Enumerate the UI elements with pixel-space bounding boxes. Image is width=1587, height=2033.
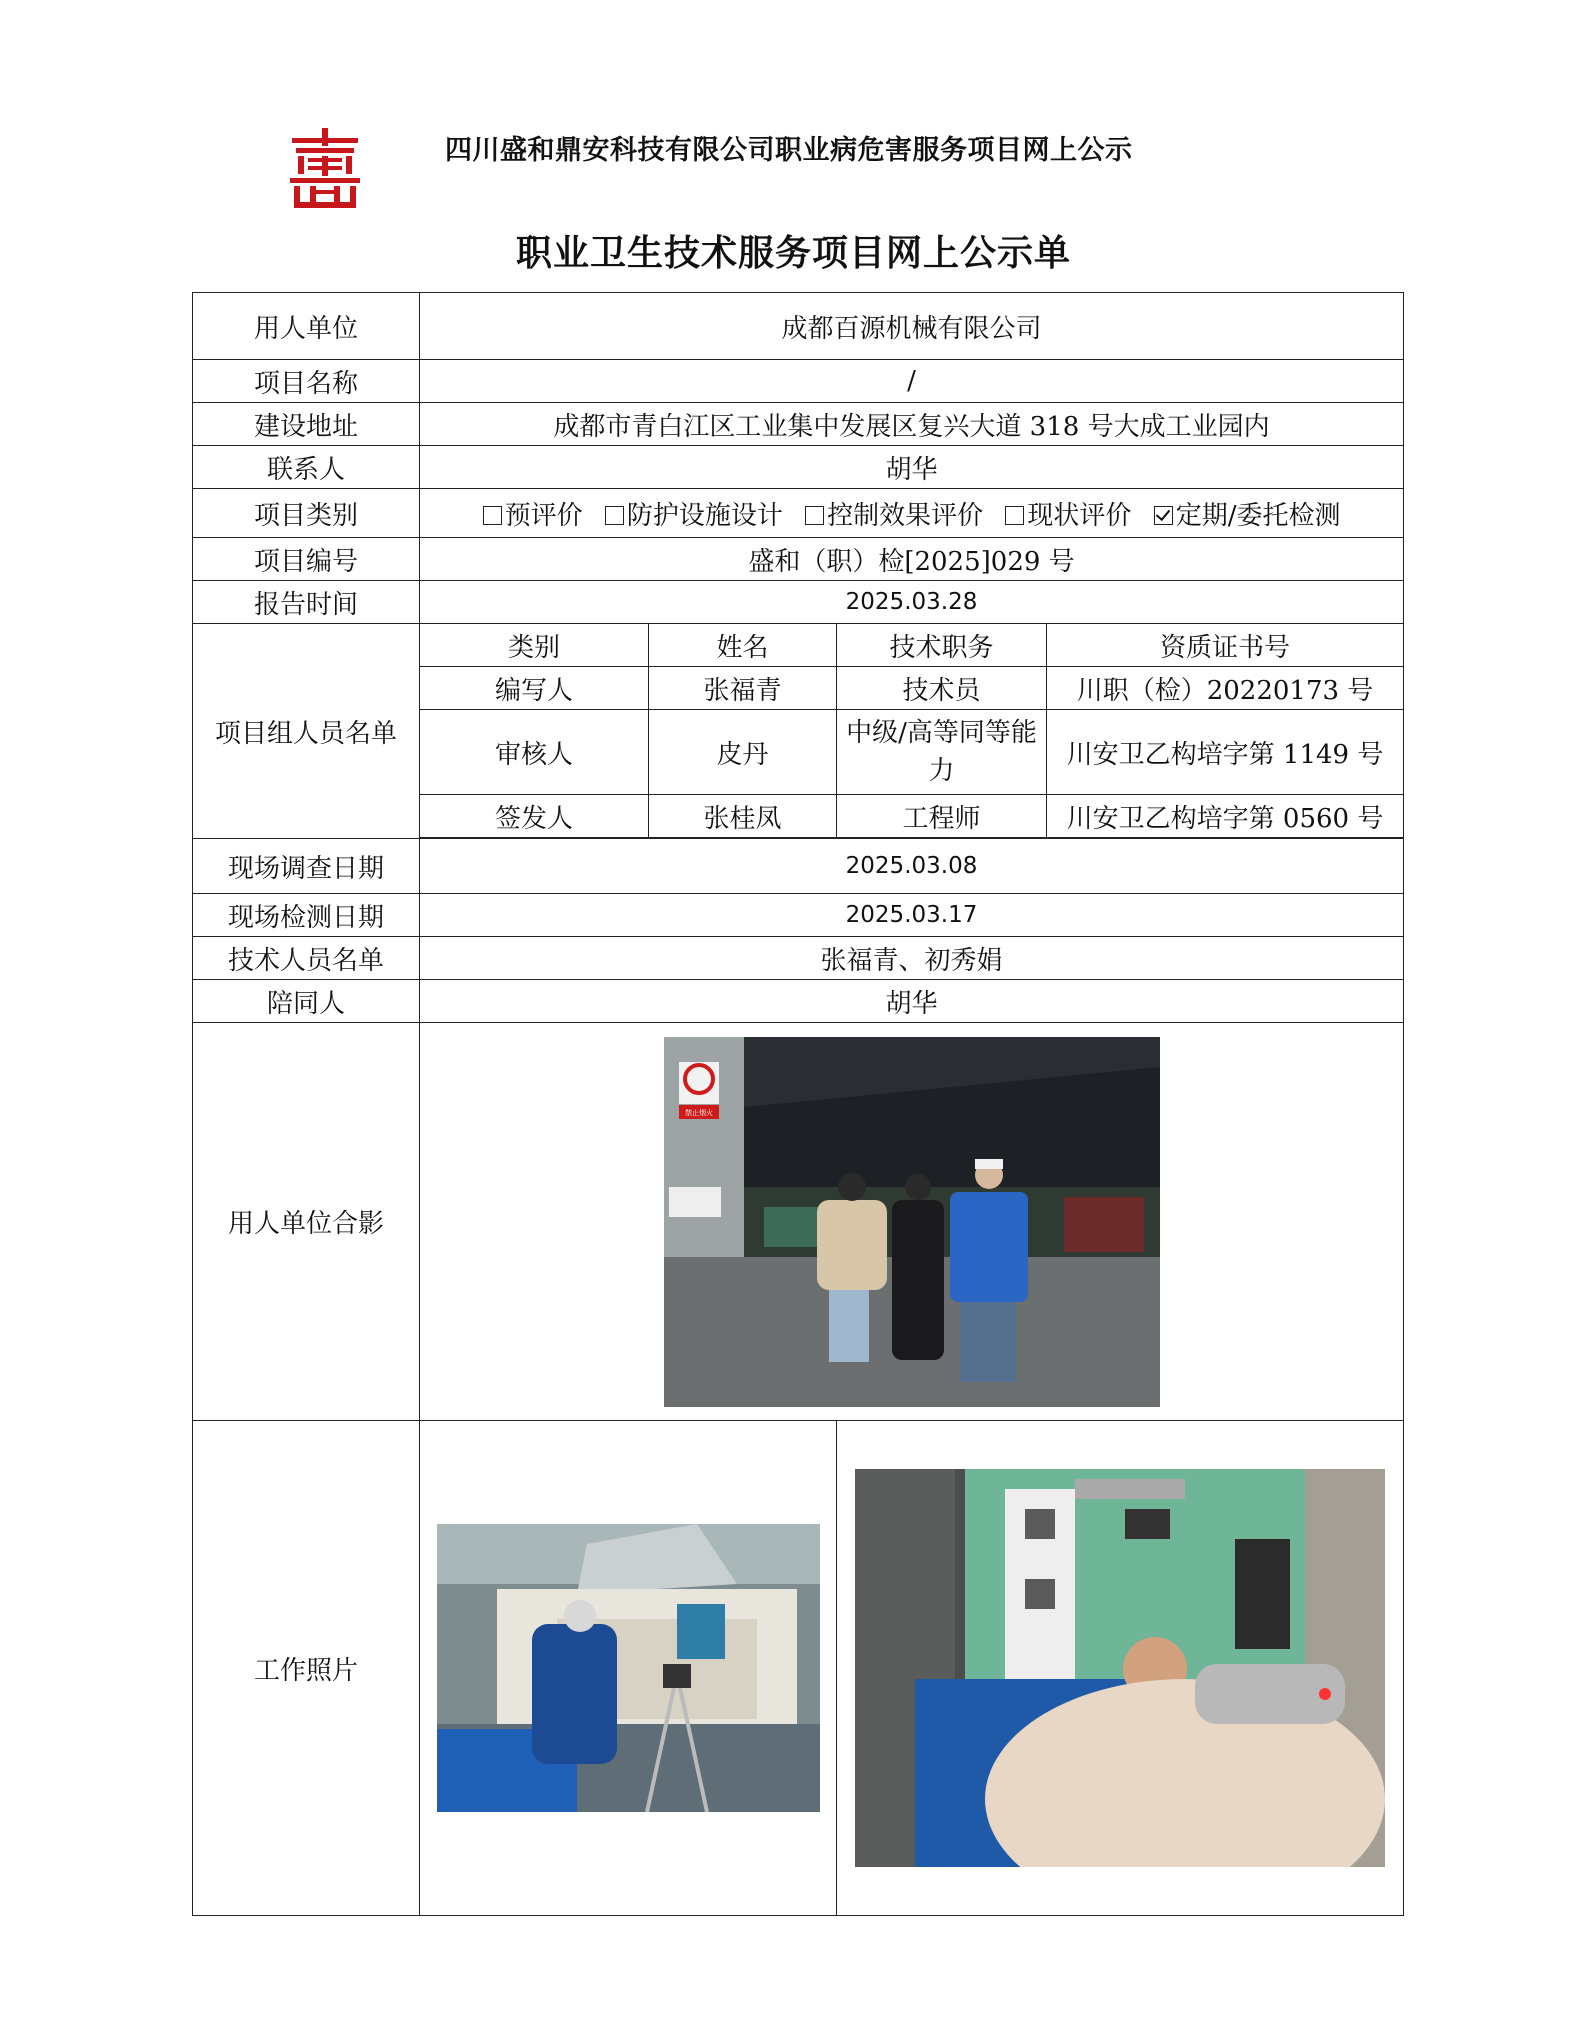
team-header-cell: 技术职务 bbox=[837, 624, 1047, 667]
row-report-time bbox=[193, 581, 1404, 624]
company-logo bbox=[286, 128, 364, 208]
project-name-label: 项目名称 bbox=[193, 360, 420, 403]
row-test-date bbox=[193, 894, 1404, 937]
escort-label: 陪同人 bbox=[193, 980, 420, 1023]
contact-label: 联系人 bbox=[193, 446, 420, 489]
team-cert: 川安卫乙构培字第 0560 号 bbox=[1047, 795, 1404, 838]
escort-value: 胡华 bbox=[420, 980, 1404, 1023]
employer-value: 成都百源机械有限公司 bbox=[420, 293, 1404, 360]
team-header-cell: 姓名 bbox=[649, 624, 837, 667]
team-cert: 川职（检）20220173 号 bbox=[1047, 667, 1404, 710]
team-role: 编写人 bbox=[420, 667, 649, 710]
row-survey-date bbox=[193, 839, 1404, 894]
category-option-control-eval[interactable]: 控制效果评价 bbox=[805, 501, 983, 531]
team-header-row bbox=[193, 624, 1404, 667]
address-value: 成都市青白江区工业集中发展区复兴大道 318 号大成工业园内 bbox=[420, 403, 1404, 446]
row-project-no bbox=[193, 538, 1404, 581]
employer-label: 用人单位 bbox=[193, 293, 420, 360]
work-photo-cell-right bbox=[837, 1421, 1404, 1916]
checkbox-icon[interactable] bbox=[483, 506, 502, 525]
row-contact bbox=[193, 446, 1404, 489]
team-name: 张桂凤 bbox=[649, 795, 837, 838]
report-time-label: 报告时间 bbox=[193, 581, 420, 624]
category-option-protection-design[interactable]: 防护设施设计 bbox=[605, 501, 783, 531]
project-name-value: / bbox=[420, 360, 1404, 403]
test-date-value: 2025.03.17 bbox=[420, 894, 1404, 937]
team-title: 技术员 bbox=[837, 667, 1047, 710]
work-photo-cell-left bbox=[420, 1421, 837, 1916]
checked-checkbox-icon[interactable] bbox=[1154, 506, 1173, 525]
group-photo-label: 用人单位合影 bbox=[193, 1023, 420, 1421]
category-label: 项目类别 bbox=[193, 489, 420, 538]
checkbox-icon[interactable] bbox=[1005, 506, 1024, 525]
row-address bbox=[193, 403, 1404, 446]
survey-date-value: 2025.03.08 bbox=[420, 839, 1404, 894]
project-no-value: 盛和（职）检[2025]029 号 bbox=[420, 538, 1404, 581]
category-options bbox=[420, 489, 1404, 538]
tech-staff-value: 张福青、初秀娟 bbox=[420, 937, 1404, 980]
work-photo-left bbox=[437, 1524, 820, 1812]
category-option-status-eval[interactable]: 现状评价 bbox=[1005, 501, 1131, 531]
document-title: 职业卫生技术服务项目网上公示单 bbox=[515, 232, 1071, 274]
work-photo-right bbox=[855, 1469, 1385, 1867]
test-date-label: 现场检测日期 bbox=[193, 894, 420, 937]
row-escort bbox=[193, 980, 1404, 1023]
checkbox-icon[interactable] bbox=[605, 506, 624, 525]
category-option-periodic-test[interactable]: 定期/委托检测 bbox=[1154, 501, 1341, 531]
row-group-photo bbox=[193, 1023, 1404, 1421]
survey-date-label: 现场调查日期 bbox=[193, 839, 420, 894]
disclosure-table bbox=[192, 292, 1404, 1916]
category-option-pre-eval[interactable]: 预评价 bbox=[483, 501, 583, 531]
company-header-line: 四川盛和鼎安科技有限公司职业病危害服务项目网上公示 bbox=[445, 135, 1133, 166]
report-time-value: 2025.03.28 bbox=[420, 581, 1404, 624]
contact-value: 胡华 bbox=[420, 446, 1404, 489]
team-label: 项目组人员名单 bbox=[193, 624, 420, 839]
tech-staff-label: 技术人员名单 bbox=[193, 937, 420, 980]
team-title: 中级/高等同等能力 bbox=[837, 710, 1047, 795]
row-work-photos bbox=[193, 1421, 1404, 1916]
team-role: 签发人 bbox=[420, 795, 649, 838]
team-name: 张福青 bbox=[649, 667, 837, 710]
group-photo bbox=[664, 1037, 1160, 1407]
row-employer bbox=[193, 293, 1404, 360]
project-no-label: 项目编号 bbox=[193, 538, 420, 581]
row-project-name bbox=[193, 360, 1404, 403]
team-name: 皮丹 bbox=[649, 710, 837, 795]
row-tech-staff bbox=[193, 937, 1404, 980]
group-photo-cell bbox=[420, 1023, 1404, 1421]
team-role: 审核人 bbox=[420, 710, 649, 795]
sign-text: 禁止烟火 bbox=[684, 1108, 713, 1117]
team-header-cell: 类别 bbox=[420, 624, 649, 667]
work-photo-label: 工作照片 bbox=[193, 1421, 420, 1916]
row-category bbox=[193, 489, 1404, 538]
address-label: 建设地址 bbox=[193, 403, 420, 446]
checkbox-icon[interactable] bbox=[805, 506, 824, 525]
team-cert: 川安卫乙构培字第 1149 号 bbox=[1047, 710, 1404, 795]
team-header-cell: 资质证书号 bbox=[1047, 624, 1404, 667]
team-title: 工程师 bbox=[837, 795, 1047, 838]
